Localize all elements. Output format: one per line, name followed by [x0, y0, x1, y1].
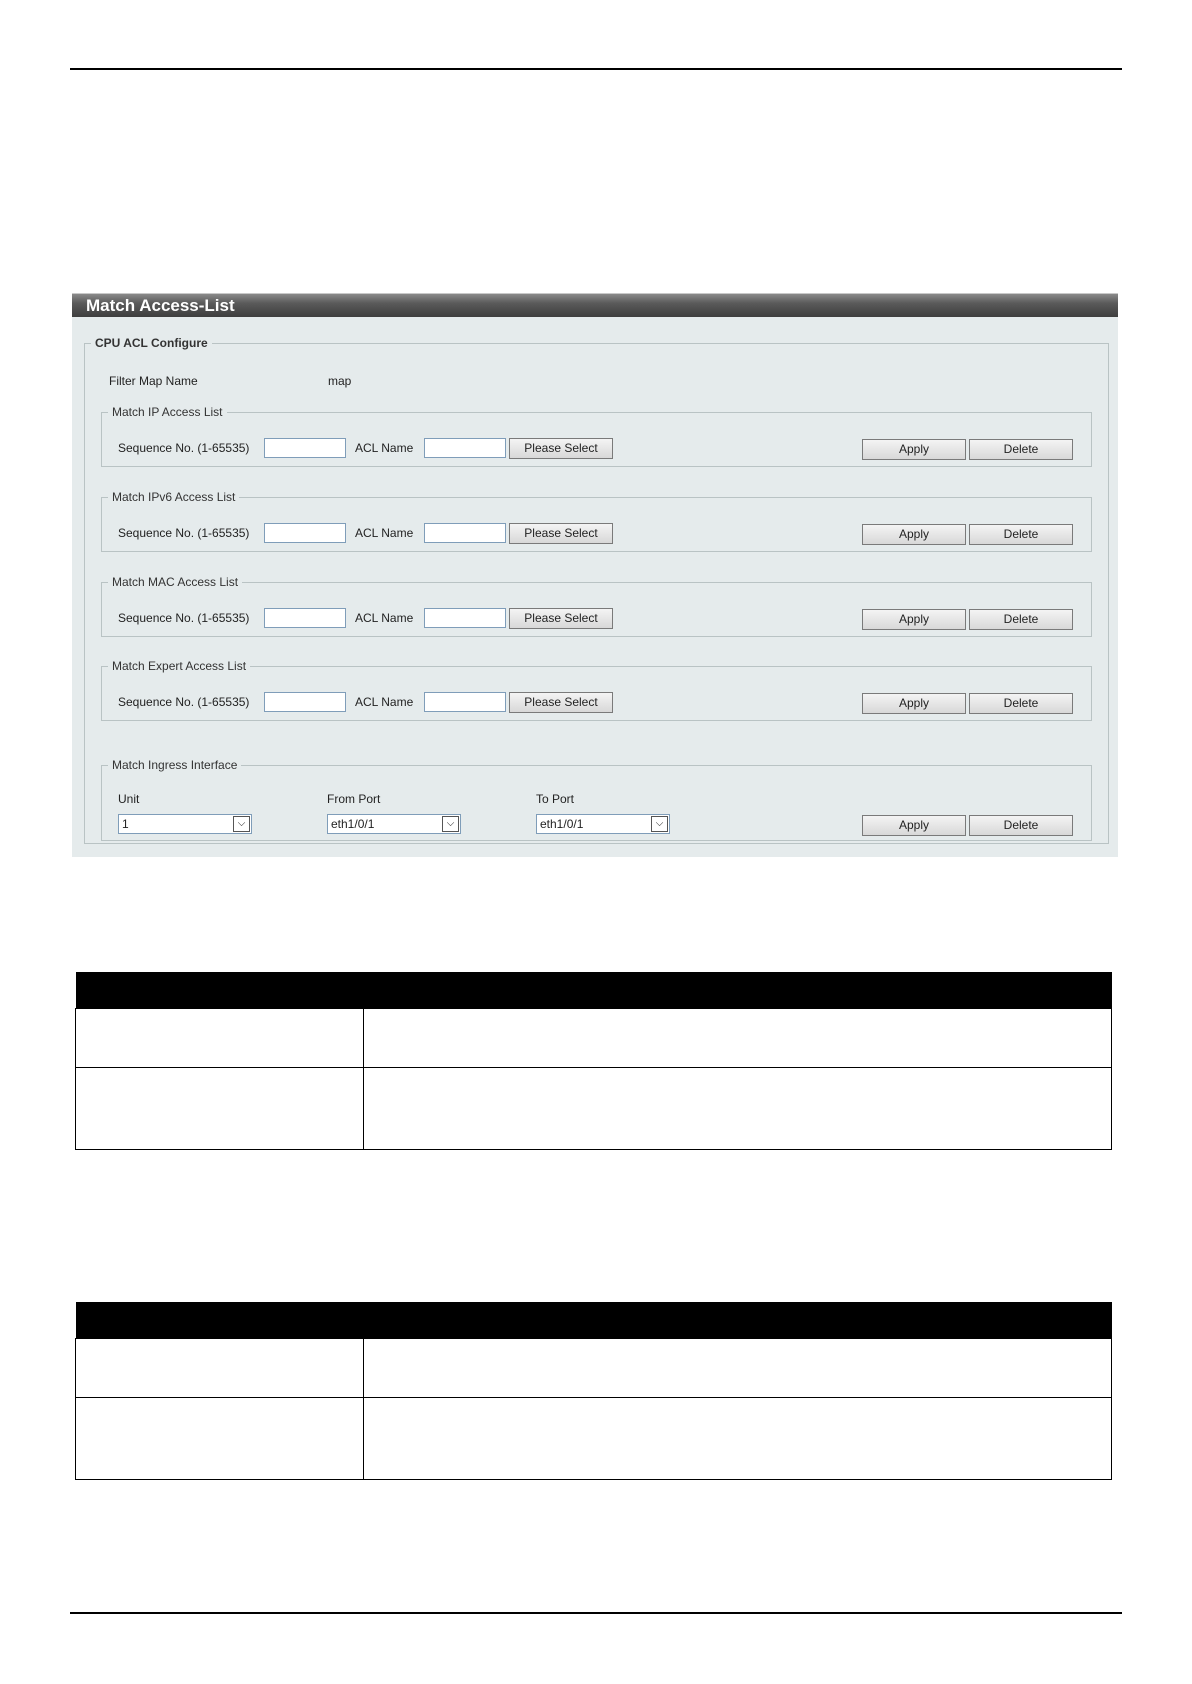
match-expert-access-list-group	[101, 660, 1092, 721]
ip-acl-name-label: ACL Name	[355, 441, 414, 455]
ingress-apply-button[interactable]: Apply	[862, 815, 966, 836]
ingress-delete-button[interactable]: Delete	[969, 815, 1073, 836]
to-port-label: To Port	[536, 792, 575, 806]
ipv6-delete-button[interactable]: Delete	[969, 524, 1073, 545]
cpu-acl-configure-group	[84, 337, 1109, 844]
mac-sequence-input[interactable]	[264, 608, 346, 628]
table-cell	[364, 1009, 1112, 1068]
ip-sequence-label: Sequence No. (1-65535)	[118, 441, 250, 455]
filter-map-name-label: Filter Map Name	[109, 374, 198, 388]
match-ipv6-access-list-group	[101, 491, 1092, 552]
cpu-acl-configure-legend: CPU ACL Configure	[95, 336, 208, 350]
table-cell	[76, 1068, 364, 1150]
table-row	[76, 1009, 1112, 1068]
expert-apply-button[interactable]: Apply	[862, 693, 966, 714]
table-header-row	[76, 1302, 1112, 1339]
panel-title-bar	[72, 293, 1118, 317]
panel-title: Match Access-List	[86, 296, 235, 315]
unit-select[interactable]	[118, 814, 252, 834]
mac-acl-name-input[interactable]	[424, 608, 506, 628]
unit-label: Unit	[118, 792, 140, 806]
table-row	[76, 1068, 1112, 1150]
ipv6-sequence-input[interactable]	[264, 523, 346, 543]
parameter-table-2	[75, 1302, 1112, 1480]
match-ingress-interface-group	[101, 759, 1092, 841]
table-cell	[364, 1339, 1112, 1398]
ipv6-acl-name-input[interactable]	[424, 523, 506, 543]
table-cell	[364, 1068, 1112, 1150]
mac-delete-button[interactable]: Delete	[969, 609, 1073, 630]
ip-acl-name-input[interactable]	[424, 438, 506, 458]
match-expert-access-list-legend: Match Expert Access List	[112, 659, 247, 673]
table-row	[76, 1398, 1112, 1480]
page-top-rule	[70, 68, 1122, 70]
expert-acl-name-input[interactable]	[424, 692, 506, 712]
table-cell	[76, 1398, 364, 1480]
mac-sequence-label: Sequence No. (1-65535)	[118, 611, 250, 625]
table-header-row	[76, 972, 1112, 1009]
table-cell	[76, 1009, 364, 1068]
table-cell	[364, 1398, 1112, 1480]
expert-sequence-label: Sequence No. (1-65535)	[118, 695, 250, 709]
table-header-cell	[76, 1302, 364, 1339]
match-ip-access-list-group	[101, 406, 1092, 467]
ipv6-please-select-button[interactable]: Please Select	[509, 523, 613, 544]
match-ipv6-access-list-legend: Match IPv6 Access List	[112, 490, 236, 504]
to-port-select-value: eth1/0/1	[540, 817, 584, 831]
page-bottom-rule	[70, 1612, 1122, 1614]
from-port-select[interactable]	[327, 814, 461, 834]
ip-delete-button[interactable]: Delete	[969, 439, 1073, 460]
match-access-list-panel	[72, 293, 1118, 857]
chevron-down-icon[interactable]: ⌵	[651, 816, 668, 832]
to-port-select[interactable]	[536, 814, 670, 834]
match-ingress-interface-legend: Match Ingress Interface	[112, 758, 238, 772]
ip-sequence-input[interactable]	[264, 438, 346, 458]
mac-apply-button[interactable]: Apply	[862, 609, 966, 630]
ipv6-sequence-label: Sequence No. (1-65535)	[118, 526, 250, 540]
ip-apply-button[interactable]: Apply	[862, 439, 966, 460]
chevron-down-icon[interactable]: ⌵	[233, 816, 250, 832]
expert-delete-button[interactable]: Delete	[969, 693, 1073, 714]
chevron-down-icon[interactable]: ⌵	[442, 816, 459, 832]
ip-please-select-button[interactable]: Please Select	[509, 438, 613, 459]
from-port-select-value: eth1/0/1	[331, 817, 375, 831]
mac-please-select-button[interactable]: Please Select	[509, 608, 613, 629]
match-ip-access-list-legend: Match IP Access List	[112, 405, 223, 419]
expert-acl-name-label: ACL Name	[355, 695, 414, 709]
table-header-cell	[364, 1302, 1112, 1339]
table-header-cell	[364, 972, 1112, 1009]
expert-please-select-button[interactable]: Please Select	[509, 692, 613, 713]
match-mac-access-list-legend: Match MAC Access List	[112, 575, 239, 589]
unit-select-value: 1	[122, 817, 129, 831]
expert-sequence-input[interactable]	[264, 692, 346, 712]
table-row	[76, 1339, 1112, 1398]
table-cell	[76, 1339, 364, 1398]
parameter-table-1	[75, 972, 1112, 1150]
from-port-label: From Port	[327, 792, 381, 806]
table-header-cell	[76, 972, 364, 1009]
mac-acl-name-label: ACL Name	[355, 611, 414, 625]
match-mac-access-list-group	[101, 576, 1092, 637]
ipv6-apply-button[interactable]: Apply	[862, 524, 966, 545]
ipv6-acl-name-label: ACL Name	[355, 526, 414, 540]
filter-map-name-value: map	[328, 374, 352, 388]
